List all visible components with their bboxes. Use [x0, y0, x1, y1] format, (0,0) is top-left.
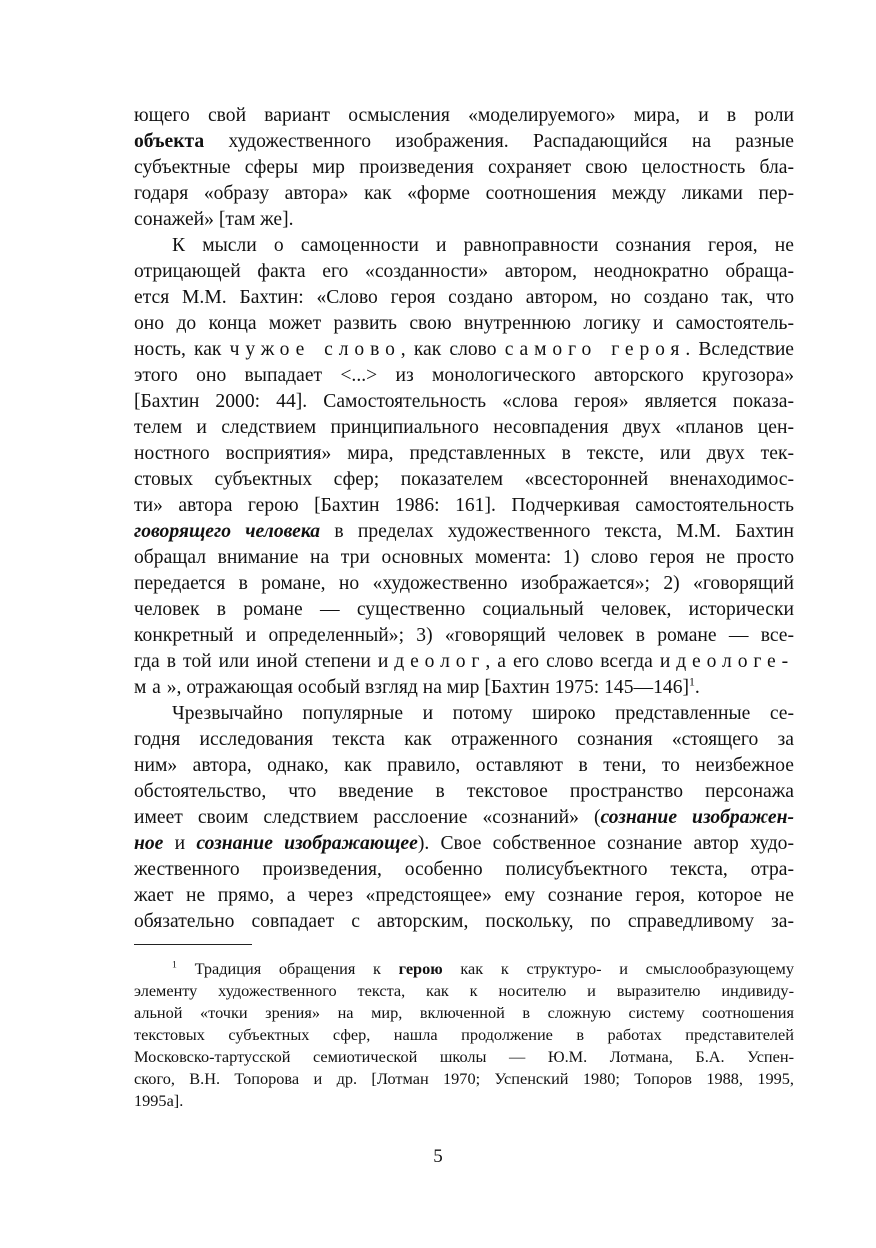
text-line: объекта художественного изображения. Распадающийся на разные — [134, 131, 794, 152]
spaced-text: самого героя — [504, 339, 686, 360]
text-line: ность, как чужое слово, как слово самого героя. Вследствие — [134, 339, 795, 360]
footnote-line: ского, В.Н. Топорова и др. [Лотман 1970; Успенский 1980; Топоров 1988, 1995, — [134, 1069, 794, 1088]
bold-term: герою — [398, 959, 443, 978]
italic-term: говорящего человека — [134, 521, 321, 542]
text-line: жает не прямо, а через «предстоящее» ему сознание героя, которое не — [134, 885, 794, 906]
bold-term: объекта — [134, 131, 205, 152]
footnote-line: Московско-тартусской семиотической школы — Ю.М. Лотмана, Б.А. Успен- — [134, 1047, 794, 1066]
text-line: конкретный и определенный»; 3) «говорящий человек в романе — все- — [134, 625, 794, 646]
text-line: ним» автора, однако, как правило, оставляют в тени, то неизбежное — [134, 755, 794, 776]
text-line: телем и следствием принципиального несовпадения двух «планов цен- — [134, 417, 794, 438]
text-line: годня исследования текста как отраженного сознания «стоящего за — [134, 729, 794, 750]
text-line: этого оно выпадает <...> из монологического авторского кругозора» — [134, 365, 794, 386]
text-line: обстоятельство, что введение в текстовое пространство персонажа — [134, 781, 794, 802]
italic-term: сознание изображающее — [196, 833, 418, 854]
paragraph-start: К мысли о самоценности и равноправности сознания героя, не — [172, 235, 794, 256]
text-line: ма», отражающая особый взгляд на мир [Бахтин 1975: 145—146]$^1$. — [134, 675, 700, 698]
text-line: имеет своим следствием расслоение «сознаний» (сознание изображен- — [134, 807, 794, 828]
text-line: гда в той или иной степени идеолог, а его слово всегда идеологе- — [134, 651, 795, 672]
spaced-text: идеологе- — [659, 651, 795, 672]
text-line: годаря «образу автора» как «форме соотношения между ликами пер- — [134, 183, 794, 204]
text-line: жественного произведения, особенно полисубъектного текста, отра- — [134, 859, 794, 880]
text-line: обращал внимание на три основных момента: 1) слово героя не просто — [134, 547, 794, 568]
footnote-mark: 1 — [172, 959, 177, 971]
italic-term: ное — [134, 833, 164, 854]
text-line: говорящего человека в пределах художественного текста, М.М. Бахтин — [134, 521, 794, 542]
text-line: ющего свой вариант осмысления «моделируемого» мира, и в роли — [134, 105, 794, 126]
text-line: ностного восприятия» мира, представленных в тексте, или двух тек- — [134, 443, 794, 464]
footnote-line: альной «точки зрения» на мир, включенной в сложную систему соотношения — [134, 1003, 794, 1022]
spaced-text: идеолог — [377, 651, 486, 672]
spaced-text: ма — [134, 677, 167, 698]
footnote-line: 1995а]. — [134, 1091, 184, 1110]
text-line: ти» автора герою [Бахтин 1986: 161]. Подчеркивая самостоятельность — [134, 495, 794, 516]
italic-term: сознание изображен- — [600, 807, 794, 828]
footnote-line: $^1$ Традиция обращения к герою как к структуро- и смыслообразующему — [172, 959, 794, 978]
footnote-divider — [134, 944, 252, 945]
footnote-line: текстовых субъектных сфер, нашла продолжение в работах представителей — [134, 1025, 794, 1044]
text-line: [Бахтин 2000: 44]. Самостоятельность «слова героя» является показа- — [134, 391, 794, 412]
text-line: ется М.М. Бахтин: «Слово героя создано автором, но создано так, что — [134, 287, 794, 308]
footnote-line: элементу художественного текста, как к носителю и выразителю индивиду- — [134, 981, 794, 1000]
text-line: сонажей» [там же]. — [134, 209, 294, 230]
text-line: передается в романе, но «художественно изображается»; 2) «говорящий — [134, 573, 794, 594]
text-line: стовых субъектных сфер; показателем «всесторонней вненаходимос- — [134, 469, 794, 490]
text-line: человек в романе — существенно социальный человек, исторически — [134, 599, 794, 620]
text-line: субъектные сферы мир произведения сохраняет свою целостность бла- — [134, 157, 794, 178]
text-line: отрицающей факта его «созданности» автором, неоднократно обраща- — [134, 261, 794, 282]
footnote-ref[interactable]: 1 — [689, 675, 695, 689]
text-line: ное и сознание изображающее). Свое собственное сознание автор худо- — [134, 833, 794, 854]
text-line: оно до конца может развить свою внутреннюю логику и самостоятель- — [134, 313, 794, 334]
page-number: 5 — [433, 1146, 443, 1167]
text-line: обязательно совпадает с авторским, поскольку, по справедливому за- — [134, 911, 794, 932]
paragraph-start: Чрезвычайно популярные и потому широко представленные се- — [172, 703, 794, 724]
spaced-text: чужое слово — [229, 339, 401, 360]
